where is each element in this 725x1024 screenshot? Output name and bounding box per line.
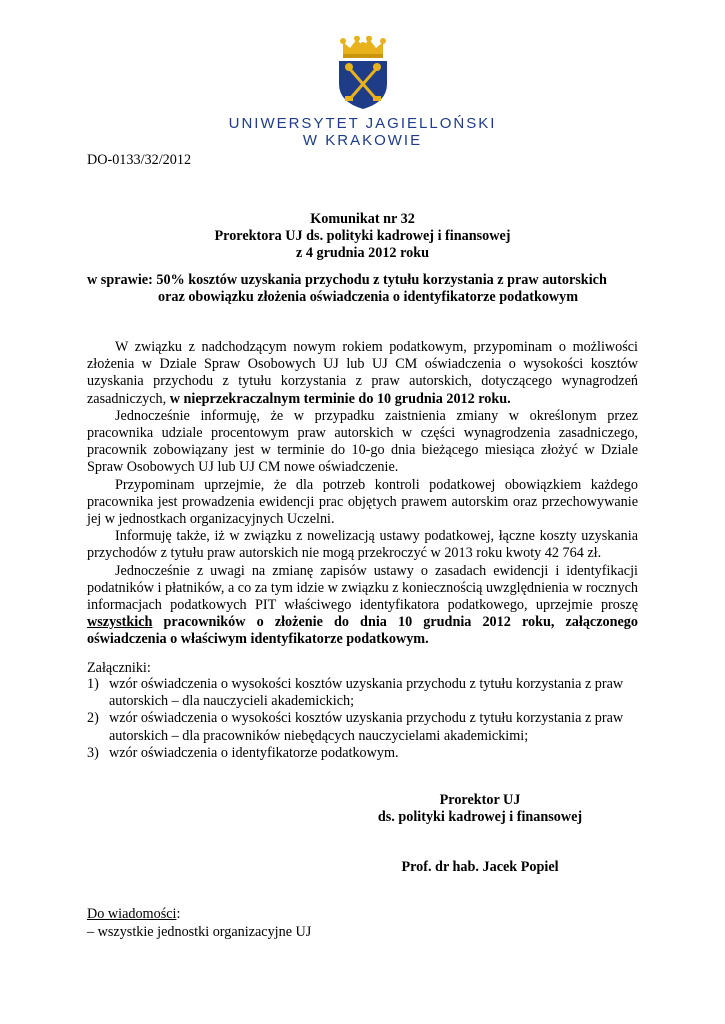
attachments-list [87, 676, 638, 762]
distribution-heading-text: Do wiadomości [87, 906, 177, 922]
university-city: W KRAKOWIE [302, 132, 423, 149]
deadline-emphasis: w nieprzekraczalnym terminie do 10 grudnia 2012 roku. [169, 390, 511, 407]
attachments-heading: Załączniki: [87, 660, 151, 676]
attachment-text: wzór oświadczenia o identyfikatorze podatkowym. [109, 744, 399, 761]
paragraph-4: Informuję także, iż w związku z nowelizacją ustawy podatkowej, łączne koszty uzyskania przychodów z tytułu praw autorskich nie mogą przekroczyć w 2013 roku kwoty 42 764 zł. [87, 528, 638, 562]
request-emphasis: pracowników o złożenie do dnia 10 grudnia 2012 roku, załączonego oświadczenia o właściwym identyfikatorze podatkowym. [87, 614, 638, 648]
body-text [87, 339, 638, 649]
subject-line-1: w sprawie: 50% kosztów uzyskania przychodu z tytułu korzystania z praw autorskich [87, 272, 607, 288]
paragraph-3: Przypominam uprzejmie, że dla potrzeb kontroli podatkowej obowiązkiem każdego pracownika jest prowadzenia ewidencji prac objętych prawem autorskim oraz przechowywanie jej w jednostkach organizacyjnych Uczelni. [87, 476, 638, 528]
signatory-title: Prorektor UJ [439, 792, 521, 808]
issuer-title: Prorektora UJ ds. polityki kadrowej i finansowej [214, 228, 511, 244]
issue-date: z 4 grudnia 2012 roku [296, 245, 429, 261]
attachment-number: 2) [87, 710, 99, 727]
attachment-text: wzór oświadczenia o wysokości kosztów uzyskania przychodu z tytułu korzystania z praw autorskich – dla nauczycieli akademickich; [109, 676, 624, 710]
document-reference: DO-0133/32/2012 [87, 152, 192, 168]
attachment-item [87, 745, 638, 762]
attachment-item [87, 676, 638, 710]
attachment-item [87, 710, 638, 744]
subject-block [87, 272, 638, 306]
distribution-colon: : [176, 906, 181, 922]
university-name: UNIWERSYTET JAGIELLOŃSKI [228, 115, 497, 132]
paragraph-2: Jednocześnie informuję, że w przypadku zaistnienia zmiany w określonym przez pracownika udziale procentowym praw autorskich w części wynagrodzenia zasadniczego, pracownik zobowiązany jest w terminie do 10-go dnia bieżącego miesiąca złożyć w Dziale Spraw Osobowych UJ lub UJ CM nowe oświadczenie. [87, 407, 638, 476]
crown-shield-emblem-icon [335, 36, 391, 110]
university-logo [0, 36, 725, 110]
attachment-number: 1) [87, 676, 99, 692]
communique-title: Komunikat nr 32 [310, 211, 415, 227]
paragraph-1 [87, 339, 638, 408]
all-employees-emphasis: wszystkich [87, 614, 153, 631]
attachment-number: 3) [87, 744, 99, 761]
subject-line-2: oraz obowiązku złożenia oświadczenia o identyfikatorze podatkowym [158, 289, 579, 305]
distribution-heading [87, 906, 180, 923]
signatory-name: Prof. dr hab. Jacek Popiel [401, 859, 559, 875]
paragraph-5 [87, 563, 638, 649]
paragraph-5-text: Jednocześnie z uwagi na zmianę zapisów ustawy o zasadach ewidencji i identyfikacji podatników i płatników, a co za tym idzie w związku z koniecznością uwzględnienia w rocznych informacjach podatkowych PIT właściwego identyfikatora podatkowego, uprzejmie proszę [87, 562, 639, 614]
paragraph-1-text: W związku z nadchodzącym nowym rokiem podatkowym, przypominam o możliwości złożenia w Dziale Spraw Osobowych UJ lub UJ CM oświadczenia o wysokości kosztów uzyskania przychodu z tytułu korzystania z praw autorskich, dotyczącego wynagrodzeń zasadniczych, [87, 339, 638, 407]
signatory-department: ds. polityki kadrowej i finansowej [377, 809, 583, 825]
attachment-text: wzór oświadczenia o wysokości kosztów uzyskania przychodu z tytułu korzystania z praw autorskich – dla pracowników niebędących nauczycielami akademickimi; [109, 710, 624, 744]
distribution-item: – wszystkie jednostki organizacyjne UJ [87, 924, 312, 940]
